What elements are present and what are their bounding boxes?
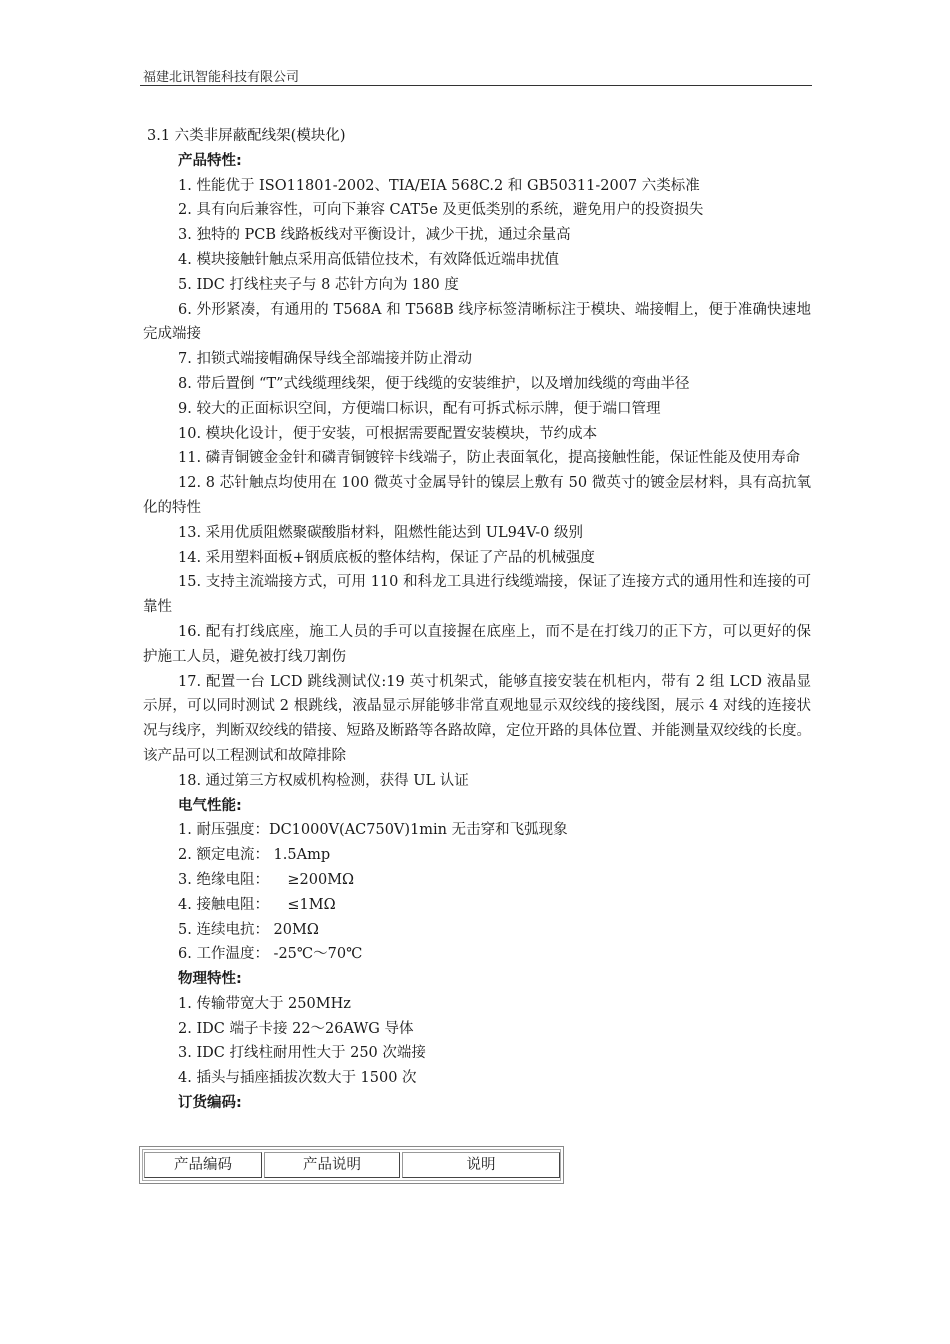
electrical-item: 1. 耐压强度：DC1000V(AC750V)1min 无击穿和飞弧现象	[178, 822, 568, 839]
feature-item: 16. 配有打线底座，施工人员的手可以直接握在底座上，而不是在打线刀的正下方，可以更好的保护施工人员，避免被打线刀割伤	[143, 623, 811, 665]
header-divider	[140, 85, 812, 86]
feature-item: 11. 磷青铜镀金金针和磷青铜镀锌卡线端子，防止表面氧化，提高接触性能，保证性能及使用寿命	[178, 450, 801, 467]
feature-item: 2. 具有向后兼容性，可向下兼容 CAT5e 及更低类别的系统，避免用户的投资损失	[178, 202, 704, 219]
electrical-item: 3. 绝缘电阻： ≥200MΩ	[178, 871, 355, 888]
feature-item: 6. 外形紧凑，有通用的 T568A 和 T568B 线序标签清晰标注于模块、端接帽上，便于准确快速地完成端接	[143, 301, 811, 343]
feature-item: 1. 性能优于 ISO11801-2002、TIA/EIA 568C.2 和 GB50311-2007 六类标准	[178, 177, 700, 194]
feature-item: 10. 模块化设计，便于安装，可根据需要配置安装模块，节约成本	[178, 425, 598, 442]
ordering-heading: 订货编码:	[178, 1095, 242, 1112]
feature-item: 15. 支持主流端接方式，可用 110 和科龙工具进行线缆端接，保证了连接方式的通用性和连接的可靠性	[143, 574, 811, 616]
physical-heading: 物理特性:	[178, 971, 242, 988]
features-heading: 产品特性:	[178, 152, 242, 169]
ordering-table	[139, 1146, 564, 1184]
feature-item: 9. 较大的正面标识空间，方便端口标识，配有可拆式标示牌，便于端口管理	[178, 400, 661, 417]
electrical-item: 2. 额定电流： 1.5Amp	[178, 847, 331, 864]
table-header-cell: 产品编码	[144, 1152, 262, 1178]
page-header-company: 福建北讯智能科技有限公司	[143, 70, 300, 85]
feature-item: 4. 模块接触针触点采用高低错位技术，有效降低近端串扰值	[178, 251, 559, 268]
feature-item: 13. 采用优质阻燃聚碳酸脂材料，阻燃性能达到 UL94V-0 级别	[178, 524, 583, 541]
feature-item: 7. 扣锁式端接帽确保导线全部端接并防止滑动	[178, 351, 472, 368]
electrical-heading: 电气性能:	[178, 797, 242, 814]
electrical-item: 6. 工作温度： -25℃～70℃	[178, 946, 363, 963]
electrical-item: 4. 接触电阻： ≤1MΩ	[178, 896, 336, 913]
physical-item: 2. IDC 端子卡接 22～26AWG 导体	[178, 1020, 414, 1037]
feature-item: 8. 带后置倒 “T”式线缆理线架，便于线缆的安装维护，以及增加线缆的弯曲半径	[178, 375, 690, 392]
physical-item: 1. 传输带宽大于 250MHz	[178, 995, 351, 1012]
feature-item: 3. 独特的 PCB 线路板线对平衡设计，减少干扰，通过余量高	[178, 227, 571, 244]
physical-item: 3. IDC 打线柱耐用性大于 250 次端接	[178, 1045, 426, 1062]
table-header-cell: 产品说明	[264, 1152, 400, 1178]
feature-item: 5. IDC 打线柱夹子与 8 芯针方向为 180 度	[178, 276, 459, 293]
feature-item: 14. 采用塑料面板+钢质底板的整体结构，保证了产品的机械强度	[178, 549, 595, 566]
section-title: 3.1 六类非屏蔽配线架(模块化)	[147, 128, 346, 144]
physical-item: 4. 插头与插座插拔次数大于 1500 次	[178, 1070, 417, 1087]
document-body	[143, 124, 811, 1116]
electrical-item: 5. 连续电抗： 20MΩ	[178, 921, 319, 938]
table-header-cell: 说明	[402, 1152, 560, 1178]
feature-item: 12. 8 芯针触点均使用在 100 微英寸金属导针的镍层上敷有 50 微英寸的镀金层材料，具有高抗氧化的特性	[143, 475, 811, 516]
feature-item: 17. 配置一台 LCD 跳线测试仪:19 英寸机架式，能够直接安装在机柜内，带有 2 组 LCD 液晶显示屏，可以同时测试 2 根跳线，液晶显示屏能够非常直观地显示双绞线的接线图，展示 4 对线的连接状况与线序，判断双绞线的错接、短路及断路等各路故障，定位开路的具体位置、并能测量双绞线的长度。该产品可以工程测试和故障排除	[143, 673, 811, 764]
feature-item: 18. 通过第三方权威机构检测，获得 UL 认证	[178, 772, 469, 789]
